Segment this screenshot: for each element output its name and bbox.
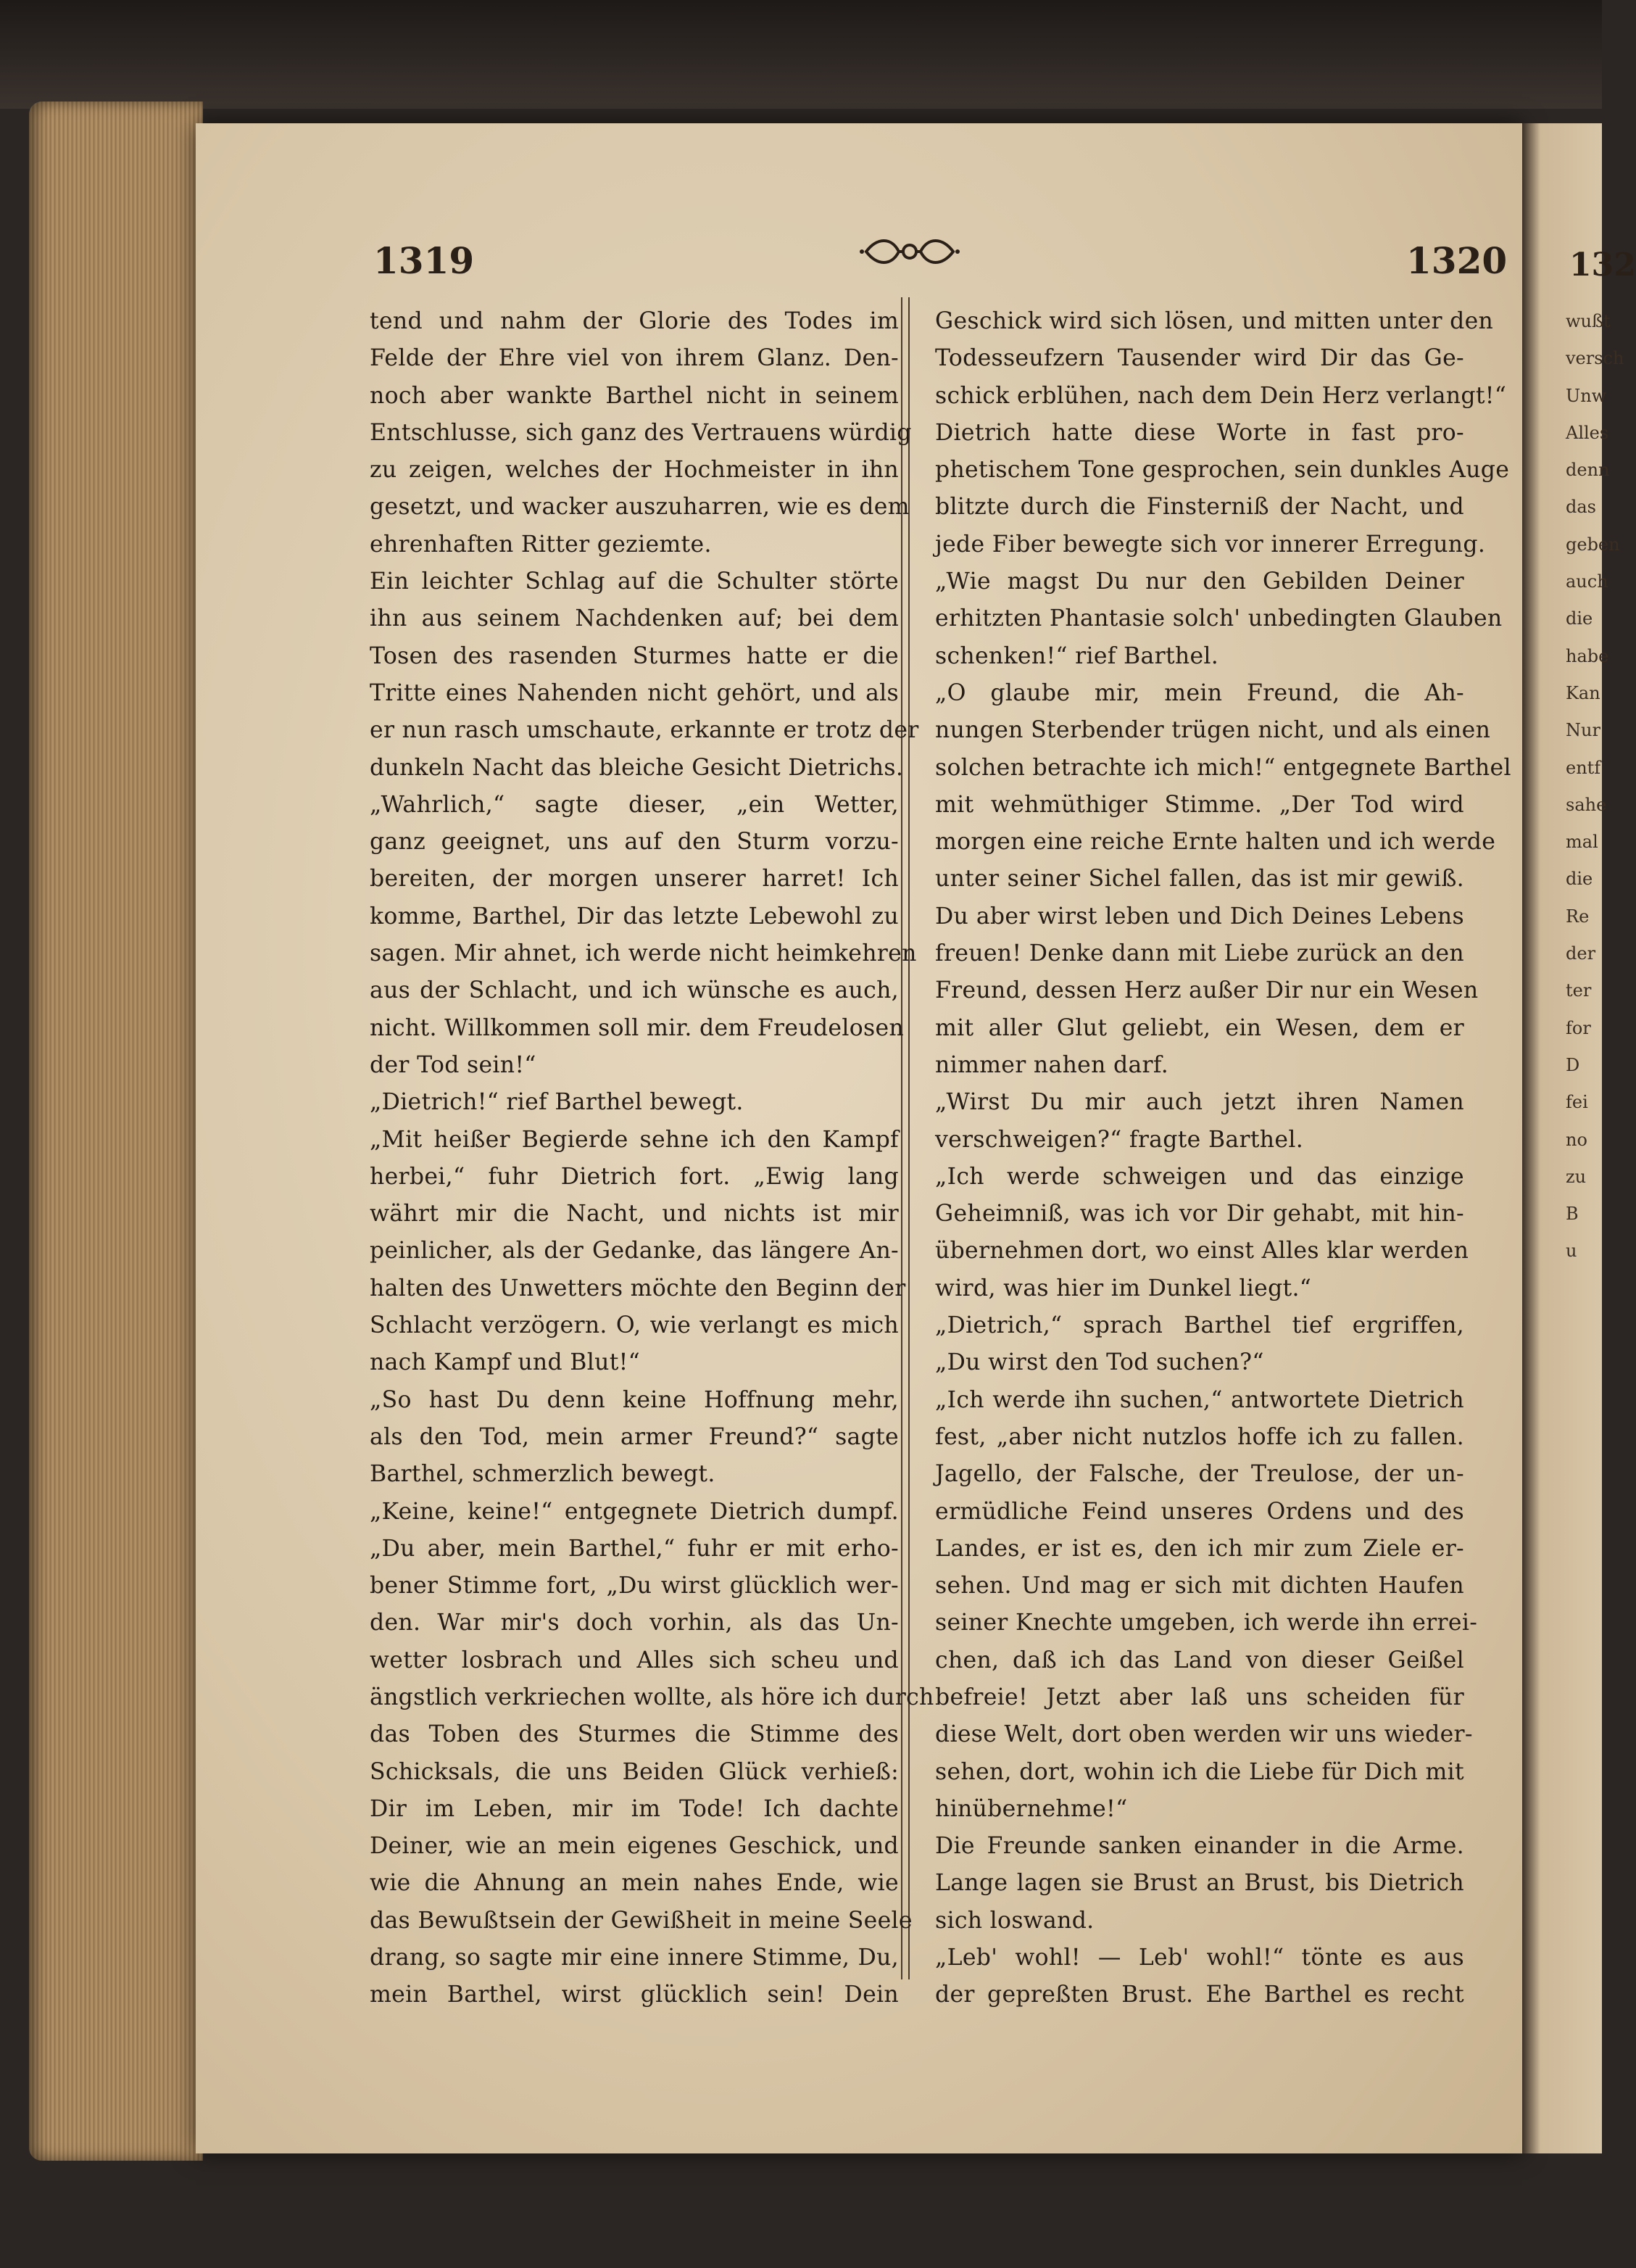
text-line: „Mit heißer Begierde sehne ich den Kampf [370,1126,899,1153]
text-line: mit wehmüthiger Stimme. „Der Tod wird [935,791,1464,818]
text-line: halten des Unwetters möchte den Beginn der [370,1275,906,1301]
text-line: wird, was hier im Dunkel liegt.“ [935,1275,1312,1301]
page-number-left: 1319 [373,239,475,282]
text-line: denn [1566,460,1610,481]
text-line: der Tod sein!“ [370,1051,536,1078]
text-line: mein Barthel, wirst glücklich sein! Dein [370,1982,899,2008]
text-line: freuen! Denke dann mit Liebe zurück an den [935,940,1464,967]
next-page-text-fragment [1566,303,1624,1270]
text-line: sahe [1566,794,1607,815]
text-line: ehrenhaften Ritter geziemte. [370,531,712,558]
text-line: Re [1566,906,1590,927]
text-line: komme, Barthel, Dir das letzte Lebewohl zu [370,903,899,930]
text-line: aus der Schlacht, und ich wünsche es auch, [370,977,899,1004]
text-line: ter [1566,980,1592,1001]
text-line: „Leb' wohl! — Leb' wohl!“ tönte es aus [935,1945,1464,1971]
text-line: auch [1566,571,1608,592]
text-line: noch aber wankte Barthel nicht in seinem [370,382,899,409]
text-line: tend und nahm der Glorie des Todes im [370,308,899,334]
text-line: D [1566,1054,1580,1075]
text-line: for [1566,1017,1591,1038]
text-line: sich loswand. [935,1907,1095,1934]
text-line: Nur [1566,720,1600,741]
text-line: „Ich werde schweigen und das einzige [935,1163,1464,1190]
text-line: chen, daß ich das Land von dieser Geißel [935,1647,1464,1673]
text-line: versch [1566,348,1624,369]
text-line: sehen, dort, wohin ich die Liebe für Dich mit [935,1758,1464,1785]
text-line: wie die Ahnung an mein nahes Ende, wie [370,1870,899,1897]
text-line: Tosen des rasenden Sturmes hatte er die [370,642,899,669]
text-line: seiner Knechte umgeben, ich werde ihn errei- [935,1610,1478,1636]
text-line: währt mir die Nacht, und nichts ist mir [370,1201,899,1228]
text-line: die [1566,869,1593,890]
text-line: „Dietrich!“ rief Barthel bewegt. [370,1089,744,1116]
text-line: „O glaube mir, mein Freund, die Ah- [935,679,1464,706]
text-line: Dietrich hatte diese Worte in fast pro- [935,419,1464,446]
text-line: Jagello, der Falsche, der Treulose, der un- [935,1461,1464,1488]
text-line: „Du wirst den Tod suchen?“ [935,1349,1264,1376]
text-line: mal [1566,832,1598,853]
text-line: dunkeln Nacht das bleiche Gesicht Dietrichs. [370,754,904,781]
text-line: mit aller Glut geliebt, ein Wesen, dem er [935,1014,1464,1041]
text-line: der gepreßten Brust. Ehe Barthel es recht [935,1982,1464,2008]
text-line: das [1566,497,1596,518]
text-line: wußt [1566,311,1611,331]
text-line: no [1566,1129,1587,1150]
text-line: schick erblühen, nach dem Dein Herz verlangt!“ [935,382,1507,409]
background-top [0,0,1602,109]
text-line: Ein leichter Schlag auf die Schulter störte [370,568,899,595]
text-line: zu zeigen, welches der Hochmeister in ihn [370,457,899,484]
text-line: B [1566,1204,1579,1225]
text-line: ermüdliche Feind unseres Ordens und des [935,1498,1464,1525]
text-line: diese Welt, dort oben werden wir uns wieder- [935,1721,1473,1748]
text-line: „Wirst Du mir auch jetzt ihren Namen [935,1089,1464,1116]
text-line: Unw [1566,385,1607,406]
text-line: blitzte durch die Finsterniß der Nacht, und [935,494,1464,521]
text-line: nach Kampf und Blut!“ [370,1349,641,1376]
text-line: nicht. Willkommen soll mir. dem Freudelosen [370,1014,904,1041]
text-line: fei [1566,1092,1588,1113]
text-column-right [935,303,1511,2014]
text-line: „So hast Du denn keine Hoffnung mehr, [370,1386,899,1413]
text-line: habe [1566,645,1609,666]
text-line: das Toben des Sturmes die Stimme des [370,1721,899,1748]
column-divider [901,297,910,1979]
text-line: bener Stimme fort, „Du wirst glücklich wer- [370,1573,899,1599]
page-number-right: 1320 [1406,239,1508,282]
text-line: drang, so sagte mir eine innere Stimme, Du, [370,1945,899,1971]
text-line: Todesseufzern Tausender wird Dir das Ge- [935,345,1464,372]
text-line: übernehmen dort, wo einst Alles klar werden [935,1238,1469,1265]
header-ornament-icon [859,233,960,270]
text-line: Barthel, schmerzlich bewegt. [370,1461,715,1488]
text-line: Lange lagen sie Brust an Brust, bis Dietrich [935,1870,1464,1897]
text-line: nimmer nahen darf. [935,1051,1169,1078]
text-line: das Bewußtsein der Gewißheit in meine Seele [370,1907,913,1934]
text-line: Kan [1566,682,1600,703]
text-line: verschweigen?“ fragte Barthel. [935,1126,1304,1153]
text-line: nungen Sterbender trügen nicht, und als einen [935,717,1491,744]
text-line: sagen. Mir ahnet, ich werde nicht heimkehren [370,940,917,967]
text-line: Landes, er ist es, den ich mir zum Ziele er- [935,1535,1464,1562]
book-page-edges [29,102,203,2161]
text-column-left [370,303,934,2014]
text-line: morgen eine reiche Ernte halten und ich werde [935,829,1496,856]
text-line: erhitzten Phantasie solch' unbedingten Glauben [935,605,1503,632]
text-line: Freund, dessen Herz außer Dir nur ein Wesen [935,977,1479,1004]
text-line: Du aber wirst leben und Dich Deines Lebens [935,903,1464,930]
text-line: den. War mir's doch vorhin, als das Un- [370,1610,899,1636]
text-line: entf [1566,757,1601,778]
text-line: ihn aus seinem Nachdenken auf; bei dem [370,605,899,632]
text-line: Deiner, wie an mein eigenes Geschick, und [370,1833,899,1860]
text-line: u [1566,1241,1577,1262]
next-page-number-fragment: 132 [1569,247,1636,284]
text-line: „Du aber, mein Barthel,“ fuhr er mit erho- [370,1535,899,1562]
text-line: geben [1566,534,1620,555]
text-line: ängstlich verkriechen wollte, als höre ich durch [370,1684,934,1710]
text-line: phetischem Tone gesprochen, sein dunkles Auge [935,457,1510,484]
text-line: die [1566,608,1593,629]
text-line: „Ich werde ihn suchen,“ antwortete Dietrich [935,1386,1464,1413]
text-line: „Keine, keine!“ entgegnete Dietrich dumpf. [370,1498,899,1525]
text-line: sehen. Und mag er sich mit dichten Haufen [935,1573,1464,1599]
text-line: Schicksals, die uns Beiden Glück verhieß: [370,1758,899,1785]
text-line: „Wie magst Du nur den Gebilden Deiner [935,568,1464,595]
text-line: Felde der Ehre viel von ihrem Glanz. Den- [370,345,899,372]
text-line: „Dietrich,“ sprach Barthel tief ergriffen, [935,1312,1464,1339]
text-line: herbei,“ fuhr Dietrich fort. „Ewig lang [370,1163,899,1190]
text-line: Geschick wird sich lösen, und mitten unter den [935,308,1494,334]
text-line: Geheimniß, was ich vor Dir gehabt, mit hin- [935,1201,1464,1228]
text-line: unter seiner Sichel fallen, das ist mir gewiß. [935,866,1464,893]
text-line: Entschlusse, sich ganz des Vertrauens würdig [370,419,912,446]
text-line: jede Fiber bewegte sich vor innerer Erregung. [935,531,1486,558]
text-line: Die Freunde sanken einander in die Arme. [935,1833,1464,1860]
text-line: der [1566,943,1596,964]
text-line: gesetzt, und wacker auszuharren, wie es dem [370,494,910,521]
text-line: Alles [1566,422,1609,443]
text-line: zu [1566,1166,1587,1187]
text-line: Tritte eines Nahenden nicht gehört, und als [370,679,899,706]
text-line: solchen betrachte ich mich!“ entgegnete Barthel [935,754,1511,781]
text-line: hinübernehme!“ [935,1795,1128,1822]
text-line: wetter losbrach und Alles sich scheu und [370,1647,899,1673]
text-line: schenken!“ rief Barthel. [935,642,1219,669]
text-line: Dir im Leben, mir im Tode! Ich dachte [370,1795,899,1822]
text-line: bereiten, der morgen unserer harret! Ich [370,866,899,893]
text-line: Schlacht verzögern. O, wie verlangt es mich [370,1312,899,1339]
text-line: ganz geeignet, uns auf den Sturm vorzu- [370,829,899,856]
text-line: er nun rasch umschaute, erkannte er trotz der [370,717,919,744]
text-line: „Wahrlich,“ sagte dieser, „ein Wetter, [370,791,899,818]
text-line: als den Tod, mein armer Freund?“ sagte [370,1423,899,1450]
text-line: befreie! Jetzt aber laß uns scheiden für [935,1684,1464,1710]
text-line: peinlicher, als der Gedanke, das längere An- [370,1238,899,1265]
text-line: fest, „aber nicht nutzlos hoffe ich zu fallen. [935,1423,1464,1450]
